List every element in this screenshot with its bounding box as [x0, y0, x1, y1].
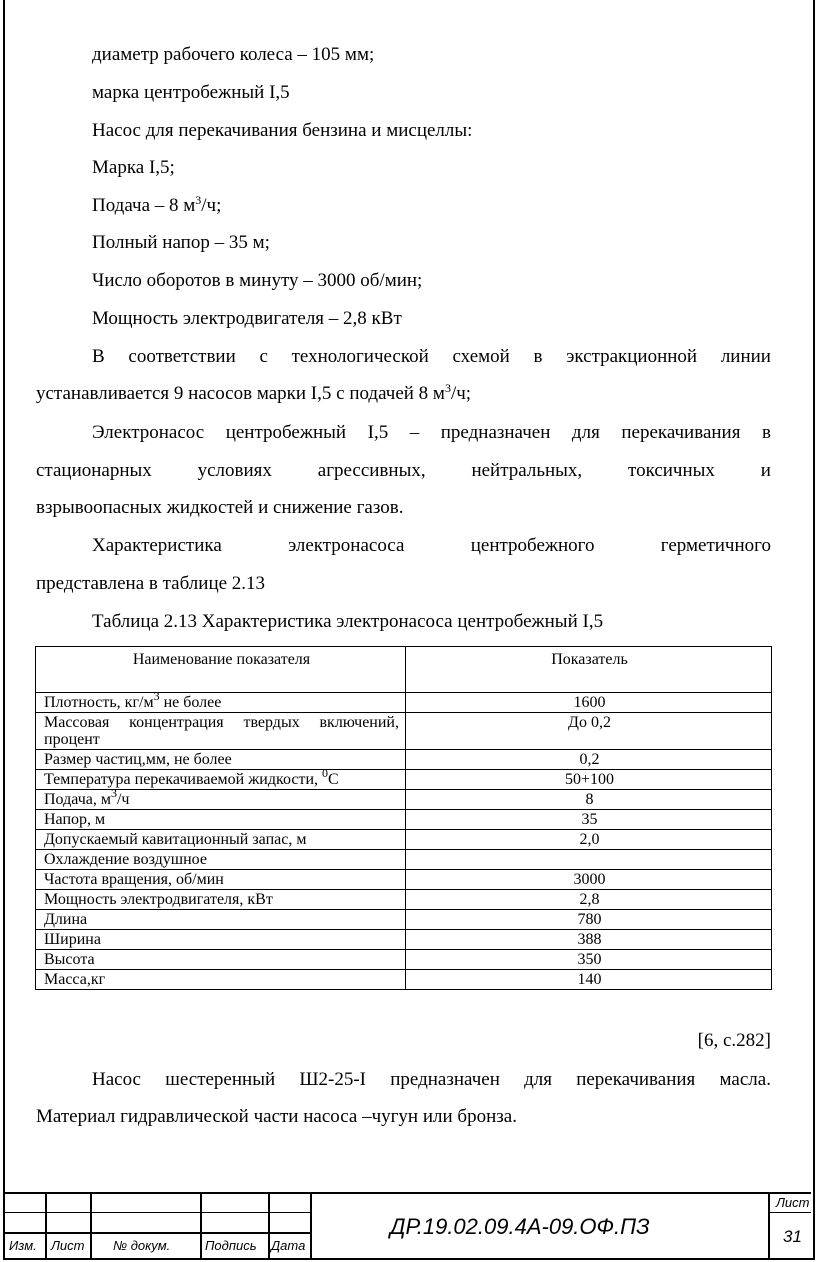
superscript: 3 — [444, 381, 451, 395]
word: токсичных — [628, 460, 715, 481]
table-cell-value: 350 — [406, 950, 772, 970]
stamp-sheet-number: 31 — [783, 1227, 802, 1246]
stamp-line — [3, 1192, 811, 1194]
table-cell-value — [406, 850, 772, 870]
table-cell-name: Охлаждение воздушное — [36, 850, 406, 870]
cell-text: /ч — [116, 791, 130, 808]
table-cell-name — [36, 766, 406, 790]
superscript: 0 — [322, 766, 328, 780]
text-line: взрывоопасных жидкостей и снижение газов. — [36, 497, 404, 518]
paragraph-line — [92, 1070, 771, 1089]
word: шестеренный — [165, 1069, 276, 1090]
word: перекачивания — [576, 1069, 696, 1090]
word: условиях — [197, 460, 272, 481]
superscript: 3 — [195, 193, 202, 207]
paragraph-line — [92, 423, 771, 442]
word: масла. — [719, 1069, 771, 1090]
table-cell-name: Размер частиц,мм, не более — [36, 750, 406, 770]
word: и — [760, 460, 771, 481]
table-row — [36, 790, 772, 810]
text-line: Число оборотов в минуту – 3000 об/мин; — [92, 270, 423, 291]
word: Насос — [92, 1069, 141, 1090]
word: для — [524, 1069, 552, 1090]
stamp-sheet-label: Лист — [776, 1195, 810, 1210]
cell-text: С — [328, 771, 339, 788]
text-line: Насос для перекачивания бензина и мисцеллы: — [92, 120, 473, 141]
table-cell-name: Масса,кг — [36, 970, 406, 990]
table-cell-name: Допускаемый кавитационный запас, м — [36, 830, 406, 850]
stamp-line — [768, 1192, 770, 1258]
word: стационарных — [36, 460, 152, 481]
word: с — [259, 346, 268, 367]
table-row — [36, 930, 772, 950]
table-cell-value: 388 — [406, 930, 772, 950]
table-cell-name: Высота — [36, 950, 406, 970]
table-cell-name — [36, 689, 406, 713]
word: технологической — [291, 346, 429, 367]
table-cell-value: 50+100 — [406, 770, 772, 790]
text-line: марка центробежный I,5 — [92, 82, 290, 103]
word: перекачивания — [621, 422, 741, 443]
table-cell-value: 0,2 — [406, 750, 772, 770]
table-header-cell: Показатель — [406, 647, 772, 693]
table-row — [36, 870, 772, 890]
text-line: Материал гидравлической части насоса –чугун или бронза. — [36, 1106, 517, 1127]
text-line: Мощность электродвигателя – 2,8 кВт — [92, 308, 402, 329]
text-part: /ч; — [201, 195, 222, 216]
stamp-label-podpis: Подпись — [205, 1238, 257, 1253]
text-line — [36, 381, 472, 404]
word: для — [571, 422, 600, 443]
table-row — [36, 770, 772, 790]
table-cell-value: 35 — [406, 810, 772, 830]
word: В — [92, 346, 105, 367]
table-row — [36, 810, 772, 830]
table-row — [36, 750, 772, 770]
table-header-row — [36, 647, 772, 693]
word: I,5 — [367, 422, 389, 443]
table-cell-value: 780 — [406, 910, 772, 930]
word: экстракционной — [566, 346, 698, 367]
word: схемой — [452, 346, 510, 367]
cell-text: Подача, м — [44, 791, 111, 808]
stamp-line — [45, 1192, 47, 1258]
word: Характеристика — [92, 535, 222, 556]
table-row — [36, 950, 772, 970]
table-row — [36, 970, 772, 990]
source-reference: [6, с.282] — [697, 1030, 771, 1051]
word: – — [409, 422, 420, 443]
table-cell-name — [36, 786, 406, 810]
word: электронасоса — [288, 535, 405, 556]
word: в — [761, 422, 771, 443]
word: Электронасос — [92, 422, 205, 443]
word: агрессивных, — [317, 460, 426, 481]
table-row — [36, 693, 772, 713]
text-line: Полный напор – 35 м; — [92, 232, 270, 253]
table-cell-name: Частота вращения, об/мин — [36, 870, 406, 890]
stamp-line — [200, 1192, 202, 1258]
word: нейтральных, — [471, 460, 583, 481]
text-line: представлена в таблице 2.13 — [36, 573, 266, 594]
stamp-line — [3, 1212, 311, 1213]
characteristics-table — [35, 646, 772, 990]
stamp-line — [3, 1232, 311, 1234]
text-part: /ч; — [450, 383, 472, 404]
text-line — [92, 193, 222, 216]
table-row — [36, 850, 772, 870]
table-cell-value: 2,0 — [406, 830, 772, 850]
word: соответствии — [128, 346, 236, 367]
table-caption: Таблица 2.13 Характеристика электронасоса центробежный I,5 — [92, 611, 604, 632]
word: предназначен — [390, 1069, 500, 1090]
table-cell-value: 1600 — [406, 693, 772, 713]
table-cell-value: 8 — [406, 790, 772, 810]
table-cell-name: Мощность электродвигателя, кВт — [36, 890, 406, 910]
stamp-label-dokum: № докум. — [113, 1238, 171, 1253]
word: линии — [720, 346, 771, 367]
paragraph-line — [92, 347, 771, 366]
superscript: 3 — [153, 689, 160, 703]
stamp-label-izm: Изм. — [9, 1238, 37, 1253]
table-cell-value: 2,8 — [406, 890, 772, 910]
text-part: устанавливается 9 насосов марки I,5 с подачей 8 м — [36, 383, 445, 404]
stamp-line — [268, 1192, 270, 1258]
table-cell-name: Напор, м — [36, 810, 406, 830]
table-cell-name: Длина — [36, 910, 406, 930]
text-part: Подача – 8 м — [92, 195, 196, 216]
cell-text: Температура перекачиваемой жидкости, — [44, 771, 322, 788]
table-cell-value: До 0,2 — [406, 713, 772, 750]
superscript: 3 — [110, 786, 117, 800]
table-row — [36, 890, 772, 910]
word: центробежный — [225, 422, 347, 443]
text-line: Марка I,5; — [92, 157, 175, 178]
word: Ш2-25-I — [299, 1069, 367, 1090]
word: герметичного — [660, 535, 771, 556]
cell-text: не более — [159, 694, 222, 711]
word: предназначен — [440, 422, 551, 443]
stamp-label-list: Лист — [51, 1238, 85, 1253]
table-row — [36, 910, 772, 930]
paragraph-line — [36, 461, 771, 480]
word: в — [533, 346, 543, 367]
table-cell-name: Массовая концентрация твердых включений, процент — [36, 713, 406, 750]
paragraph-line — [92, 536, 771, 555]
stamp-line — [90, 1192, 92, 1258]
stamp-label-data: Дата — [271, 1238, 306, 1253]
table-cell-value: 3000 — [406, 870, 772, 890]
table-header-cell: Наименование показателя — [36, 647, 406, 693]
stamp-line — [769, 1212, 811, 1213]
cell-text: Плотность, кг/м — [44, 694, 154, 711]
text-line: диаметр рабочего колеса – 105 мм; — [92, 44, 375, 65]
table-cell-name: Ширина — [36, 930, 406, 950]
table-row — [36, 830, 772, 850]
document-code: ДР.19.02.09.4А-09.ОФ.ПЗ — [390, 1214, 650, 1239]
stamp-line — [310, 1192, 312, 1258]
table-cell-value: 140 — [406, 970, 772, 990]
word: центробежного — [470, 535, 595, 556]
table-row — [36, 713, 772, 750]
